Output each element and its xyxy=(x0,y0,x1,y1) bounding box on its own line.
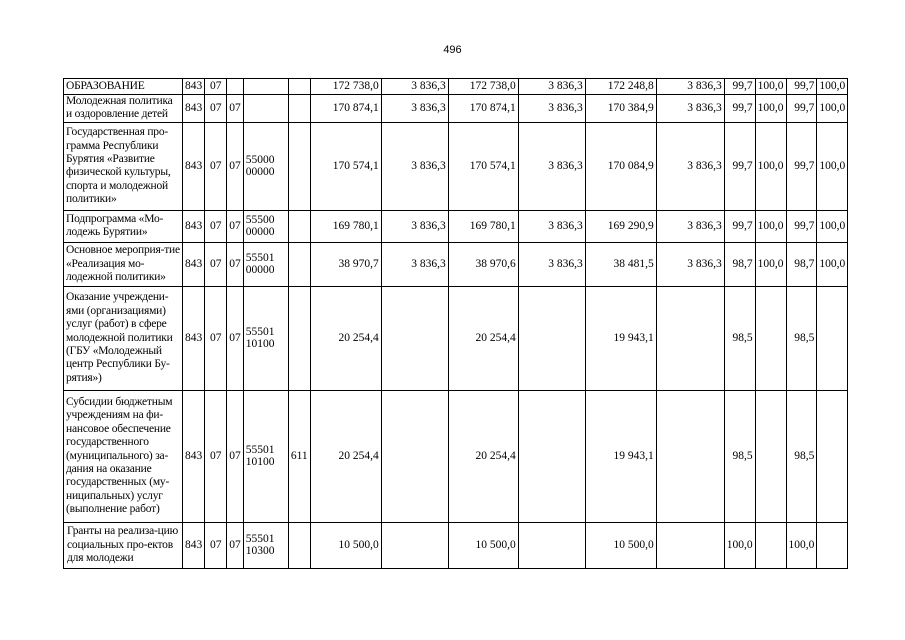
amount-cell: 170 574,1 xyxy=(310,122,381,210)
row-name: Оказание учреждени-ями (организациями) услуг (работ) в сфере молодежной политики (ГБУ «Молодежный центр Республики Бу-рятия») xyxy=(64,286,183,390)
row-name: Субсидии бюджетным учреждениям на фи-нансовое обеспечение государственного (муниципального) за-дания на оказание государственных (му-ниципальных) услуг (выполнение работ) xyxy=(64,390,183,522)
expense-type-code: 611 xyxy=(288,390,310,522)
table-row xyxy=(64,390,848,522)
target-article-code xyxy=(243,79,288,95)
amount-cell: 169 290,9 xyxy=(585,210,656,242)
percent-cell: 99,7 xyxy=(724,122,755,210)
table-row xyxy=(64,79,848,95)
amount-cell: 170 084,9 xyxy=(585,122,656,210)
table-row xyxy=(64,522,848,568)
amount-cell xyxy=(518,286,585,390)
amount-cell xyxy=(518,522,585,568)
subsection-code xyxy=(227,79,244,95)
percent-cell: 99,7 xyxy=(786,79,817,95)
amount-cell xyxy=(381,286,448,390)
amount-cell: 19 943,1 xyxy=(585,390,656,522)
grbs-code: 843 xyxy=(183,390,205,522)
target-article-code: 55501 10100 xyxy=(243,286,288,390)
percent-cell: 100,0 xyxy=(817,242,848,286)
percent-cell: 100,0 xyxy=(786,522,817,568)
percent-cell: 99,7 xyxy=(724,210,755,242)
amount-cell: 3 836,3 xyxy=(381,122,448,210)
amount-cell: 3 836,3 xyxy=(381,95,448,123)
amount-cell: 20 254,4 xyxy=(448,286,518,390)
target-article-code: 55501 10100 xyxy=(243,390,288,522)
section-code: 07 xyxy=(205,390,227,522)
expense-type-code xyxy=(288,522,310,568)
amount-cell: 38 970,6 xyxy=(448,242,518,286)
amount-cell: 172 738,0 xyxy=(448,79,518,95)
amount-cell: 3 836,3 xyxy=(656,242,724,286)
amount-cell: 169 780,1 xyxy=(448,210,518,242)
table-row xyxy=(64,95,848,123)
amount-cell xyxy=(381,390,448,522)
amount-cell: 170 384,9 xyxy=(585,95,656,123)
percent-cell xyxy=(755,390,786,522)
percent-cell: 98,7 xyxy=(786,242,817,286)
target-article-code xyxy=(243,95,288,123)
expense-type-code xyxy=(288,79,310,95)
percent-cell: 98,5 xyxy=(724,286,755,390)
percent-cell: 100,0 xyxy=(755,95,786,123)
target-article-code: 55000 00000 xyxy=(243,122,288,210)
amount-cell: 170 874,1 xyxy=(448,95,518,123)
amount-cell: 3 836,3 xyxy=(518,122,585,210)
row-name: Гранты на реализа-цию социальных про-ектов для молодежи xyxy=(64,522,183,568)
subsection-code: 07 xyxy=(227,286,244,390)
row-name: Подпрограмма «Мо-лодежь Бурятии» xyxy=(64,210,183,242)
amount-cell xyxy=(518,390,585,522)
amount-cell: 10 500,0 xyxy=(310,522,381,568)
percent-cell: 100,0 xyxy=(755,242,786,286)
table-body xyxy=(64,79,848,569)
section-code: 07 xyxy=(205,242,227,286)
row-name: Основное мероприя-тие «Реализация мо-лодежной политики» xyxy=(64,242,183,286)
amount-cell: 3 836,3 xyxy=(381,210,448,242)
section-code: 07 xyxy=(205,286,227,390)
page-number: 496 xyxy=(443,44,462,56)
percent-cell xyxy=(817,390,848,522)
percent-cell: 100,0 xyxy=(817,122,848,210)
grbs-code: 843 xyxy=(183,79,205,95)
subsection-code: 07 xyxy=(227,522,244,568)
amount-cell: 20 254,4 xyxy=(448,390,518,522)
percent-cell: 98,5 xyxy=(786,286,817,390)
percent-cell: 100,0 xyxy=(817,79,848,95)
target-article-code: 55500 00000 xyxy=(243,210,288,242)
percent-cell: 99,7 xyxy=(724,95,755,123)
amount-cell: 3 836,3 xyxy=(656,122,724,210)
percent-cell: 100,0 xyxy=(755,122,786,210)
grbs-code: 843 xyxy=(183,522,205,568)
amount-cell: 172 738,0 xyxy=(310,79,381,95)
row-name: Государственная про-грамма Республики Бурятия «Развитие физической культуры, спорта и молодежной политики» xyxy=(64,122,183,210)
amount-cell: 172 248,8 xyxy=(585,79,656,95)
percent-cell: 98,7 xyxy=(724,242,755,286)
subsection-code: 07 xyxy=(227,210,244,242)
section-code: 07 xyxy=(205,79,227,95)
percent-cell: 100,0 xyxy=(817,95,848,123)
amount-cell xyxy=(656,390,724,522)
target-article-code: 55501 00000 xyxy=(243,242,288,286)
percent-cell: 98,5 xyxy=(724,390,755,522)
amount-cell: 19 943,1 xyxy=(585,286,656,390)
amount-cell xyxy=(656,286,724,390)
table-row xyxy=(64,242,848,286)
percent-cell: 99,7 xyxy=(724,79,755,95)
expense-type-code xyxy=(288,122,310,210)
budget-table xyxy=(63,78,848,569)
grbs-code: 843 xyxy=(183,210,205,242)
percent-cell xyxy=(817,522,848,568)
section-code: 07 xyxy=(205,522,227,568)
percent-cell: 99,7 xyxy=(786,95,817,123)
percent-cell: 100,0 xyxy=(755,79,786,95)
amount-cell: 3 836,3 xyxy=(656,79,724,95)
percent-cell xyxy=(755,286,786,390)
percent-cell: 99,7 xyxy=(786,122,817,210)
amount-cell: 20 254,4 xyxy=(310,286,381,390)
percent-cell xyxy=(817,286,848,390)
percent-cell: 100,0 xyxy=(724,522,755,568)
subsection-code: 07 xyxy=(227,242,244,286)
expense-type-code xyxy=(288,210,310,242)
grbs-code: 843 xyxy=(183,286,205,390)
amount-cell: 38 481,5 xyxy=(585,242,656,286)
percent-cell: 98,5 xyxy=(786,390,817,522)
amount-cell: 3 836,3 xyxy=(518,242,585,286)
percent-cell xyxy=(755,522,786,568)
amount-cell: 169 780,1 xyxy=(310,210,381,242)
subsection-code: 07 xyxy=(227,390,244,522)
target-article-code: 55501 10300 xyxy=(243,522,288,568)
amount-cell: 3 836,3 xyxy=(518,210,585,242)
amount-cell: 10 500,0 xyxy=(585,522,656,568)
amount-cell: 10 500,0 xyxy=(448,522,518,568)
section-code: 07 xyxy=(205,95,227,123)
amount-cell: 20 254,4 xyxy=(310,390,381,522)
subsection-code: 07 xyxy=(227,95,244,123)
section-code: 07 xyxy=(205,122,227,210)
expense-type-code xyxy=(288,95,310,123)
amount-cell: 38 970,7 xyxy=(310,242,381,286)
expense-type-code xyxy=(288,242,310,286)
amount-cell xyxy=(656,522,724,568)
table-row xyxy=(64,122,848,210)
table-row xyxy=(64,210,848,242)
row-name: ОБРАЗОВАНИЕ xyxy=(64,79,183,95)
grbs-code: 843 xyxy=(183,95,205,123)
grbs-code: 843 xyxy=(183,242,205,286)
percent-cell: 100,0 xyxy=(817,210,848,242)
percent-cell: 100,0 xyxy=(755,210,786,242)
expense-type-code xyxy=(288,286,310,390)
amount-cell: 3 836,3 xyxy=(656,210,724,242)
table-row xyxy=(64,286,848,390)
amount-cell: 3 836,3 xyxy=(656,95,724,123)
amount-cell: 3 836,3 xyxy=(518,95,585,123)
grbs-code: 843 xyxy=(183,122,205,210)
amount-cell: 3 836,3 xyxy=(381,242,448,286)
percent-cell: 99,7 xyxy=(786,210,817,242)
section-code: 07 xyxy=(205,210,227,242)
amount-cell xyxy=(381,522,448,568)
amount-cell: 3 836,3 xyxy=(381,79,448,95)
subsection-code: 07 xyxy=(227,122,244,210)
amount-cell: 3 836,3 xyxy=(518,79,585,95)
amount-cell: 170 874,1 xyxy=(310,95,381,123)
amount-cell: 170 574,1 xyxy=(448,122,518,210)
row-name: Молодежная политика и оздоровление детей xyxy=(64,95,183,123)
